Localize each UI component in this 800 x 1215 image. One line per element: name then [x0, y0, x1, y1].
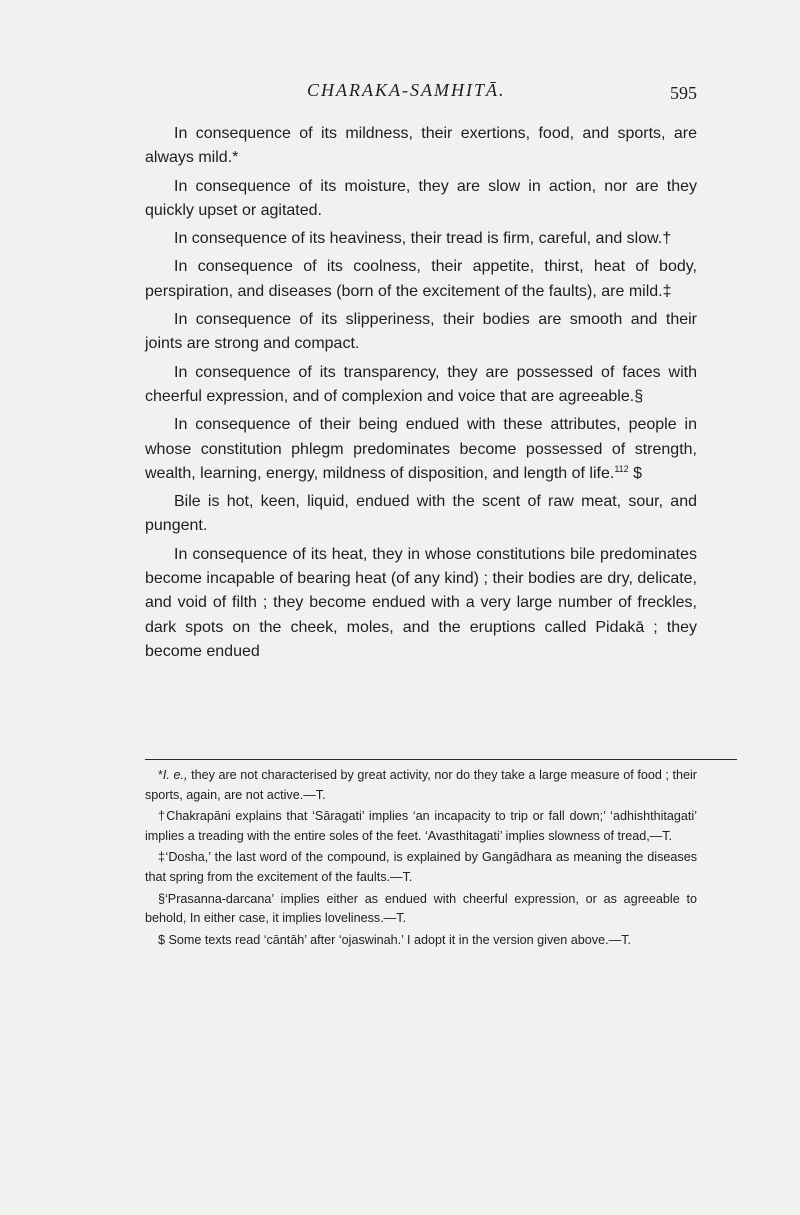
paragraph: In consequence of its mildness, their exertions, food, and sports, are always mild.*	[145, 125, 697, 167]
footnotes	[145, 766, 697, 952]
footnote-marker: $	[628, 464, 643, 482]
footnote	[145, 766, 697, 805]
footnote: $ Some texts read ‘cāntāh’ after ‘ojaswinah.’ I adopt it in the version given above.—T.	[158, 932, 631, 947]
paragraph: Bile is hot, keen, liquid, endued with the scent of raw meat, sour, and pungent.	[145, 493, 697, 535]
paragraph: In consequence of its moisture, they are slow in action, nor are they quickly upset or agitated.	[145, 177, 697, 219]
paragraph: In consequence of its transparency, they are possessed of faces with cheerful expression, and of complexion and voice that are agreeable.§	[145, 363, 697, 405]
paragraph	[145, 413, 697, 486]
running-title: CHARAKA-SAMHITĀ.	[307, 80, 506, 100]
running-head	[145, 80, 697, 110]
paragraph: In consequence of its heat, they in whose constitutions bile predominates become incapable of bearing heat (of any kind) ; their bodies are dry, delicate, and void of filth ; they become endued with a very large number of freckles, dark spots on the cheek, moles, and the eruptions called Pidakā ; they become endued	[145, 545, 697, 660]
footnote-marker: *	[158, 768, 163, 782]
main-text	[145, 122, 697, 668]
footnote: §‘Prasanna-darcana’ implies either as endued with cheerful expression, or as agreeable to behold, In either case, it implies loveliness.—T.	[145, 891, 697, 926]
reference-number: 112	[614, 463, 629, 474]
paragraph-text: In consequence of their being endued with these attributes, people in whose constitution phlegm predominates become possessed of strength, wealth, learning, energy, mildness of disposition, and length of life.	[145, 416, 697, 482]
paragraph: In consequence of its coolness, their appetite, thirst, heat of body, perspiration, and diseases (born of the excitement of the faults), are mild.‡	[145, 258, 697, 300]
paragraph: In consequence of its heaviness, their tread is firm, careful, and slow.†	[174, 230, 672, 248]
footnote-abbreviation: I. e.,	[162, 768, 188, 782]
paragraph: In consequence of its slipperiness, their bodies are smooth and their joints are strong and compact.	[145, 311, 697, 353]
footnote-text: they are not characterised by great activity, nor do they take a large measure of food ; their sports, again, are not active.—T.	[145, 768, 697, 802]
page-number: 595	[670, 83, 697, 103]
footnote: ‡‘Dosha,’ the last word of the compound, is explained by Gangādhara as meaning the diseases that spring from the excitement of the faults.—T.	[145, 850, 697, 884]
footnote: †Chakrapāni explains that ‘Sāragati’ implies ‘an incapacity to trip or fall down;’ ‘adhishthitagati’ implies a treading with the entire soles of the feet. ‘Avasthitagati’ implies slowness of tread,—T.	[145, 809, 697, 843]
footnote-divider	[145, 759, 737, 760]
